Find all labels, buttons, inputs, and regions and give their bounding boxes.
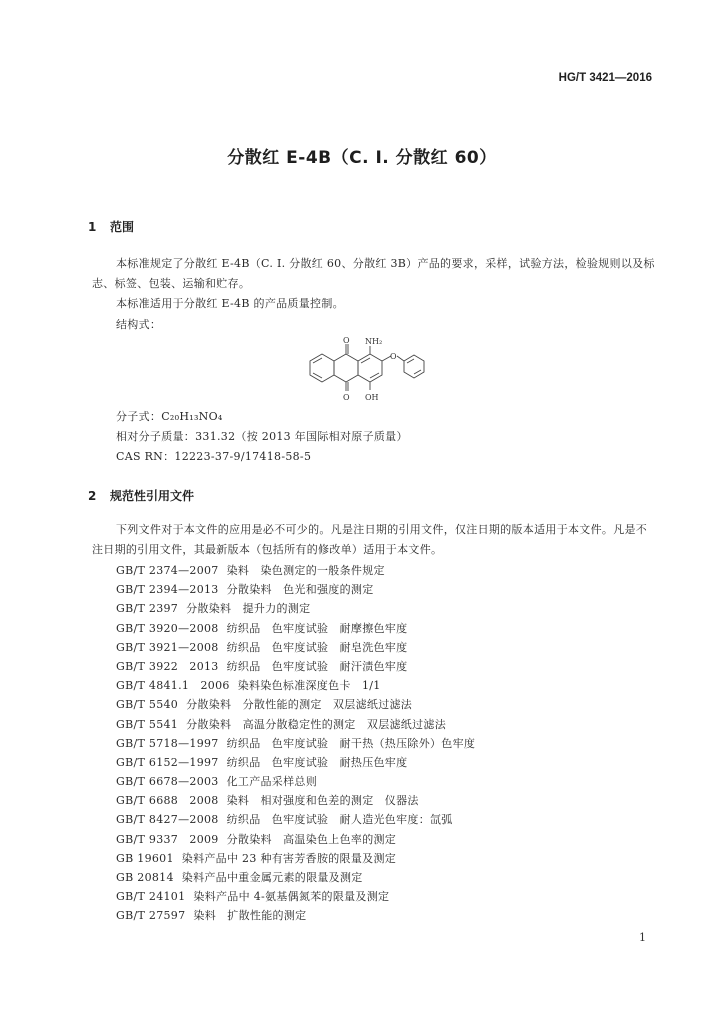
reference-item	[116, 599, 475, 618]
reference-code: GB/T 5718—1997	[116, 736, 219, 750]
section-1-heading	[88, 218, 134, 235]
scope-paragraph-2: 本标准适用于分散红 E-4B 的产品质量控制。	[116, 297, 344, 310]
reference-code: GB/T 9337 2009	[116, 832, 219, 846]
section-number: 2	[88, 489, 97, 503]
section-2-heading	[88, 487, 194, 504]
reference-title: 纺织品 色牢度试验 耐汗渍色牢度	[226, 659, 408, 673]
reference-item	[116, 868, 475, 887]
reference-code: GB/T 4841.1 2006	[116, 679, 230, 693]
reference-item	[116, 791, 475, 810]
reference-title: 染料 相对强度和色差的测定 仪器法	[226, 794, 419, 808]
reference-item	[116, 772, 475, 791]
reference-item	[116, 580, 475, 599]
reference-code: GB/T 24101	[116, 890, 186, 904]
reference-code: GB/T 27597	[116, 909, 186, 923]
standard-code: HG/T 3421—2016	[558, 72, 652, 84]
page-number: 1	[639, 931, 646, 944]
reference-title: 纺织品 色牢度试验 耐摩擦色牢度	[226, 621, 408, 635]
carbonyl-o-bottom: O	[343, 393, 350, 402]
reference-code: GB/T 2394—2013	[116, 583, 219, 597]
reference-code: GB 19601	[116, 851, 174, 865]
reference-item	[116, 715, 475, 734]
reference-item	[116, 695, 475, 714]
reference-code: GB/T 6152—1997	[116, 755, 219, 769]
reference-title: 染料 染色测定的一般条件规定	[226, 564, 385, 577]
reference-code: GB/T 3922 2013	[116, 659, 219, 673]
references-intro: 下列文件对于本文件的应用是必不可少的。凡是注日期的引用文件，仅注日期的版本适用于本文件。凡是不注日期的引用文件，其最新版本（包括所有的修改单）适用于本文件。	[92, 523, 648, 556]
molecular-mass: 相对分子质量：331.32（按 2013 年国际相对原子质量）	[116, 430, 408, 443]
reference-code: GB/T 6678—2003	[116, 775, 219, 789]
reference-title: 染料 扩散性能的测定	[193, 909, 307, 923]
reference-item	[116, 638, 475, 657]
reference-title: 纺织品 色牢度试验 耐干热（热压除外）色牢度	[226, 736, 476, 750]
reference-item	[116, 849, 475, 868]
reference-title: 纺织品 色牢度试验 耐皂洗色牢度	[226, 640, 408, 654]
reference-item	[116, 753, 475, 772]
reference-title: 染料产品中 23 种有害芳香胺的限量及测定	[181, 851, 397, 865]
section-title: 规范性引用文件	[110, 489, 195, 503]
hydroxyl-group-label: OH	[365, 393, 379, 402]
ether-o-label: O	[390, 352, 397, 361]
reference-code: GB/T 2374—2007	[116, 564, 219, 577]
reference-item	[116, 619, 475, 638]
reference-item	[116, 561, 475, 580]
reference-title: 分散染料 高温染色上色率的测定	[226, 832, 397, 846]
reference-title: 纺织品 色牢度试验 耐人造光色牢度：氙弧	[226, 813, 453, 827]
reference-title: 分散染料 分散性能的测定 双层滤纸过滤法	[186, 698, 413, 712]
reference-code: GB/T 5541	[116, 717, 179, 731]
reference-code: GB/T 6688 2008	[116, 794, 219, 808]
carbonyl-o-top: O	[343, 336, 350, 345]
reference-item	[116, 657, 475, 676]
reference-item	[116, 906, 475, 925]
reference-item	[116, 830, 475, 849]
reference-title: 分散染料 提升力的测定	[186, 602, 311, 616]
reference-title: 纺织品 色牢度试验 耐热压色牢度	[226, 755, 408, 769]
reference-code: GB/T 3920—2008	[116, 621, 219, 635]
document-title: 分散红 E-4B（C. I. 分散红 60）	[227, 148, 497, 168]
reference-title: 染料产品中重金属元素的限量及测定	[181, 871, 363, 884]
reference-code: GB 20814	[116, 871, 174, 884]
amino-group-label: NH₂	[365, 337, 383, 346]
reference-item	[116, 810, 475, 829]
reference-title: 化工产品采样总则	[226, 775, 318, 789]
structure-label: 结构式：	[116, 318, 162, 331]
scope-paragraph-1: 本标准规定了分散红 E-4B（C. I. 分散红 60、分散红 3B）产品的要求，采样，试验方法，检验规则以及标志、标签、包装、运输和贮存。	[92, 257, 655, 290]
reference-code: GB/T 2397	[116, 602, 179, 616]
reference-item	[116, 676, 475, 695]
cas-number: CAS RN：12223-37-9/17418-58-5	[116, 450, 312, 463]
reference-code: GB/T 8427—2008	[116, 813, 219, 827]
reference-item	[116, 734, 475, 753]
reference-title: 分散染料 色光和强度的测定	[226, 583, 374, 597]
reference-title: 分散染料 高温分散稳定性的测定 双层滤纸过滤法	[186, 717, 447, 731]
reference-title: 染料产品中 4-氨基偶氮苯的限量及测定	[193, 890, 390, 904]
reference-code: GB/T 3921—2008	[116, 640, 219, 654]
section-number: 1	[88, 220, 97, 234]
reference-code: GB/T 5540	[116, 698, 179, 712]
molecular-formula: 分子式：C₂₀H₁₃NO₄	[116, 410, 223, 423]
section-title: 范围	[110, 220, 135, 234]
reference-list	[116, 561, 475, 926]
reference-title: 染料染色标准深度色卡 1/1	[237, 679, 381, 693]
reference-item	[116, 887, 475, 906]
structural-formula-diagram	[300, 334, 450, 404]
